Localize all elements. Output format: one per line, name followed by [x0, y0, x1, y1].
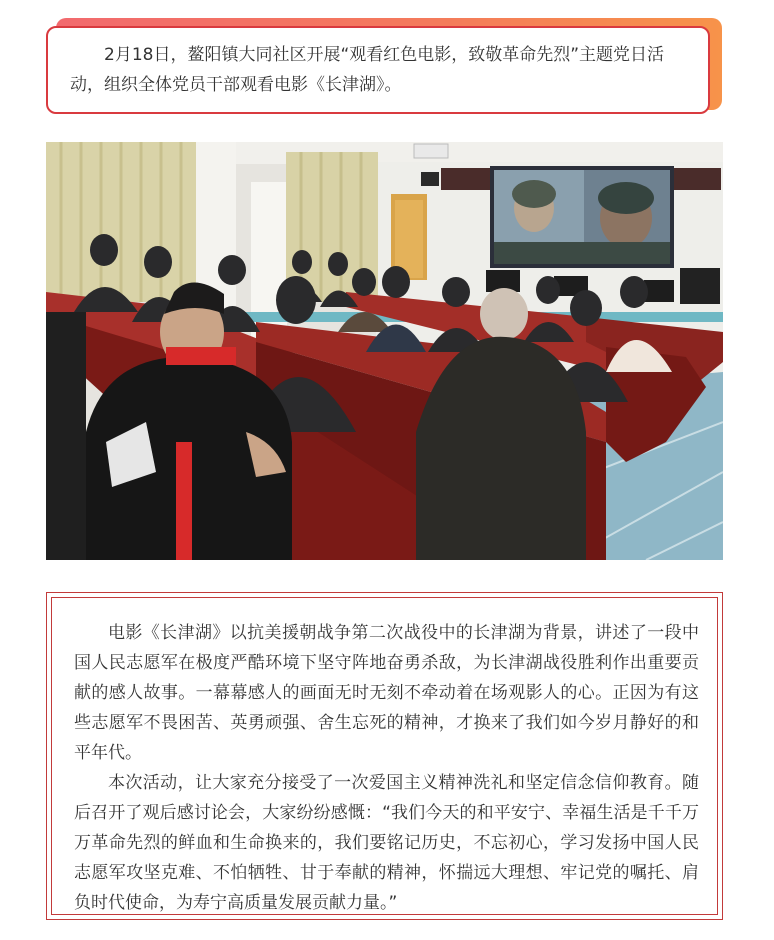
body-text-frame	[46, 592, 723, 920]
body-paragraph-2: 本次活动，让大家充分接受了一次爱国主义精神洗礼和坚定信念信仰教育。随后召开了观后感讨论会，大家纷纷感慨：“我们今天的和平安宁、幸福生活是千千万万革命先烈的鲜血和生命换来的，我们要铭记历史，不忘初心，学习发扬中国人民志愿军攻坚克难、不怕牺牲、甘于奉献的精神，怀揣远大理想、牢记党的嘱托、肩负时代使命，为寿宁高质量发展贡献力量。”	[74, 773, 699, 913]
intro-text: 2月18日，鳌阳镇大同社区开展“观看红色电影，致敬革命先烈”主题党日活动，组织全体党员干部观看电影《长津湖》。	[70, 45, 665, 95]
activity-photo	[46, 142, 723, 560]
body-paragraph-1: 电影《长津湖》以抗美援朝战争第二次战役中的长津湖为背景，讲述了一段中国人民志愿军在极度严酷环境下坚守阵地奋勇杀敌，为长津湖战役胜利作出重要贡献的感人故事。一幕幕感人的画面无时无刻不牵动着在场观影人的心。正因为有这些志愿军不畏困苦、英勇顽强、舍生忘死的精神，才换来了我们如今岁月静好的和平年代。	[74, 623, 699, 763]
intro-card	[46, 26, 710, 114]
body-text-inner-frame	[51, 597, 718, 915]
intro-card-wrapper	[46, 18, 722, 118]
